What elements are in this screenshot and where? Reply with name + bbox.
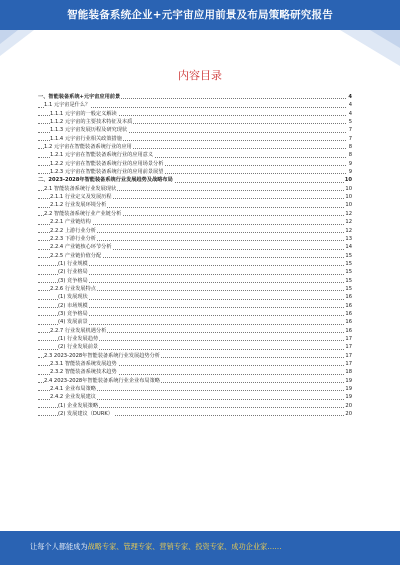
toc-entry-page: 8 (348, 144, 352, 151)
toc-entry-text: 1.1 元宇宙是什么？ (44, 102, 91, 109)
toc-entry-page: 9 (348, 169, 352, 176)
toc-entry-page: 12 (345, 219, 352, 226)
toc-entry[interactable] (38, 410, 352, 418)
toc-entry[interactable] (38, 260, 352, 268)
toc-entry-text: 1.2.1 元宇宙在智能装备系统行业的应用意义 (50, 152, 154, 159)
table-of-contents (38, 93, 352, 418)
toc-entry-page: 10 (344, 177, 352, 184)
toc-entry[interactable] (38, 135, 352, 143)
footer-bar (0, 531, 400, 565)
toc-entry-page: 7 (348, 127, 352, 134)
toc-entry[interactable] (38, 368, 352, 376)
toc-entry-page: 17 (345, 361, 352, 367)
toc-entry-text: 2.1.1 行业定义及发展历程 (50, 194, 112, 201)
footer-slogan (30, 542, 282, 552)
toc-entry-page: 19 (345, 377, 352, 384)
toc-entry-text: (1) 行业发展趋势 (58, 335, 99, 342)
toc-entry-page: 14 (345, 244, 352, 251)
toc-entry-page: 17 (345, 344, 352, 351)
toc-entry-page: 20 (345, 402, 352, 409)
toc-entry-text: (1) 行业规模 (58, 260, 88, 267)
header-bar (0, 0, 400, 30)
toc-entry-text: (2) 行业发展前景 (58, 344, 99, 351)
toc-entry[interactable] (38, 93, 352, 101)
toc-entry-text: 二、2023-2028年智能装备系统行业发展趋势及战略布局 (38, 177, 173, 184)
toc-entry-text: (3) 竞争格局 (58, 310, 88, 317)
toc-entry[interactable] (38, 343, 352, 351)
toc-entry-page: 16 (345, 319, 352, 326)
toc-entry-page: 12 (345, 210, 352, 217)
toc-entry-text: 1.2.3 元宇宙在智能装备系统行业的应用前景展望 (50, 169, 164, 176)
toc-entry[interactable] (38, 393, 352, 401)
toc-entry[interactable] (38, 293, 352, 301)
toc-entry-text: 1.1.3 元宇宙发展历程及研究现状 (50, 127, 128, 134)
corner-decoration-left (0, 30, 34, 56)
footer-roles: 战略专家、管理专家、营销专家、投资专家、成功企业家…… (87, 542, 282, 551)
toc-entry-page: 15 (345, 285, 352, 292)
toc-entry-page: 4 (348, 110, 352, 117)
toc-entry-text: 2.1 智能装备系统行业发展现状 (44, 185, 117, 192)
toc-entry[interactable] (38, 218, 352, 226)
toc-entry-page: 15 (345, 252, 352, 259)
toc-entry[interactable] (38, 268, 352, 276)
toc-entry-page: 12 (345, 227, 352, 234)
toc-entry[interactable] (38, 126, 352, 134)
toc-entry[interactable] (38, 151, 352, 159)
toc-entry-text: 2.2.6 行业发展特点 (50, 285, 96, 292)
toc-entry-page: 5 (348, 119, 352, 126)
toc-entry-text: (1) 发展现状 (58, 294, 88, 301)
toc-entry-text: 2.2.4 产业链核心环节分析 (50, 244, 112, 251)
toc-entry[interactable] (38, 252, 352, 260)
corner-decoration-right (340, 30, 400, 66)
toc-entry-text: 2.2.5 产业链价值分配 (50, 252, 102, 259)
toc-entry-text: 2.4 2023-2028年智能装备系统行业企业布局策略 (44, 377, 160, 384)
toc-entry-text: 2.2.3 下游行业分析 (50, 235, 96, 242)
toc-entry-page: 18 (345, 369, 352, 376)
toc-entry-page: 10 (345, 202, 352, 209)
toc-entry-page: 8 (348, 152, 352, 159)
toc-entry-text: 2.4.1 企业布局策略 (50, 386, 96, 393)
toc-entry-page: 10 (345, 194, 352, 201)
toc-entry-page: 17 (345, 352, 352, 359)
toc-entry-text: (2) 市场规模 (58, 302, 88, 309)
toc-entry[interactable] (38, 118, 352, 126)
toc-entry[interactable] (38, 160, 352, 168)
toc-entry-page: 9 (348, 160, 352, 167)
toc-entry[interactable] (38, 402, 352, 410)
toc-entry-text: 1.2 元宇宙在智能装备系统行业的应用 (44, 144, 132, 151)
toc-entry-page: 13 (345, 235, 352, 242)
toc-entry-text: 2.3.2 智能装备系统技术趋势 (50, 369, 117, 376)
report-title: 智能装备系统企业+元宇宙应用前景及布局策略研究报告 (67, 9, 333, 21)
toc-entry-page: 4 (348, 94, 352, 100)
toc-entry[interactable] (38, 352, 352, 360)
toc-entry-page: 19 (345, 386, 352, 393)
toc-entry-page: 16 (345, 310, 352, 317)
toc-entry-text: 1.1.4 元宇宙行业相关政策措施 (50, 135, 122, 142)
toc-entry-text: 2.3 2023-2028年智能装备系统行业发展趋势分析 (44, 352, 160, 359)
toc-entry-text: (2) 发展建议（DURK） (58, 411, 113, 418)
toc-entry[interactable] (38, 235, 352, 243)
toc-entry-text: 2.2.2 上游行业分析 (50, 227, 96, 234)
toc-entry-page: 16 (345, 302, 352, 309)
toc-entry[interactable] (38, 385, 352, 393)
toc-entry-text: (4) 发展前景 (58, 319, 88, 326)
toc-entry-page: 16 (345, 294, 352, 301)
toc-entry-text: 2.3.1 智能装备系统发展趋势 (50, 361, 117, 367)
toc-entry-page: 17 (345, 335, 352, 342)
toc-entry-page: 15 (345, 277, 352, 284)
toc-entry-text: 1.2.2 元宇宙在智能装备系统行业的应用场景分析 (50, 160, 164, 167)
toc-entry[interactable] (38, 168, 352, 176)
toc-entry-text: 2.4.2 企业发展建议 (50, 394, 96, 401)
toc-entry[interactable] (38, 101, 352, 109)
toc-entry-text: 2.1.2 行业发展环境分析 (50, 202, 107, 209)
toc-entry-text: 1.1.1 元宇宙的一般定义解读 (50, 110, 117, 117)
toc-entry[interactable] (38, 227, 352, 235)
toc-heading: 内容目录 (178, 69, 222, 82)
footer-lead: 让每个人都能成为 (30, 542, 88, 551)
toc-entry[interactable] (38, 201, 352, 209)
toc-entry-text: (3) 竞争格局 (58, 277, 88, 284)
toc-entry-page: 10 (345, 185, 352, 192)
toc-entry-page: 16 (345, 327, 352, 334)
toc-entry[interactable] (38, 327, 352, 335)
toc-entry[interactable] (38, 193, 352, 201)
toc-entry-text: 2.2 智能装备系统行业产业链分析 (44, 210, 122, 217)
toc-entry[interactable] (38, 277, 352, 285)
toc-entry[interactable] (38, 110, 352, 118)
toc-entry[interactable] (38, 176, 352, 184)
toc-entry-text: (2) 行业格局 (58, 269, 88, 276)
toc-entry-page: 15 (345, 260, 352, 267)
toc-entry-text: (1) 企业发展策略 (58, 402, 99, 409)
toc-entry-page: 15 (345, 269, 352, 276)
toc-entry-page: 7 (348, 135, 352, 142)
toc-entry-page: 20 (345, 411, 352, 418)
toc-entry[interactable] (38, 377, 352, 385)
toc-entry[interactable] (38, 360, 352, 368)
toc-entry-text: 1.1.2 元宇宙的主要技术特征及本质 (50, 119, 133, 126)
toc-entry-page: 4 (348, 102, 352, 109)
toc-entry[interactable] (38, 185, 352, 193)
toc-entry-page: 19 (345, 394, 352, 401)
toc-entry[interactable] (38, 285, 352, 293)
toc-entry[interactable] (38, 210, 352, 218)
toc-entry[interactable] (38, 243, 352, 251)
toc-entry-text: 2.2.7 行业发展机遇分析 (50, 327, 107, 334)
toc-entry[interactable] (38, 310, 352, 318)
toc-entry-text: 2.2.1 产业链结构 (50, 219, 91, 226)
toc-entry[interactable] (38, 318, 352, 326)
toc-entry[interactable] (38, 302, 352, 310)
toc-entry-text: 一、智能装备系统+元宇宙应用前景 (38, 94, 121, 100)
toc-entry[interactable] (38, 143, 352, 151)
toc-entry[interactable] (38, 335, 352, 343)
